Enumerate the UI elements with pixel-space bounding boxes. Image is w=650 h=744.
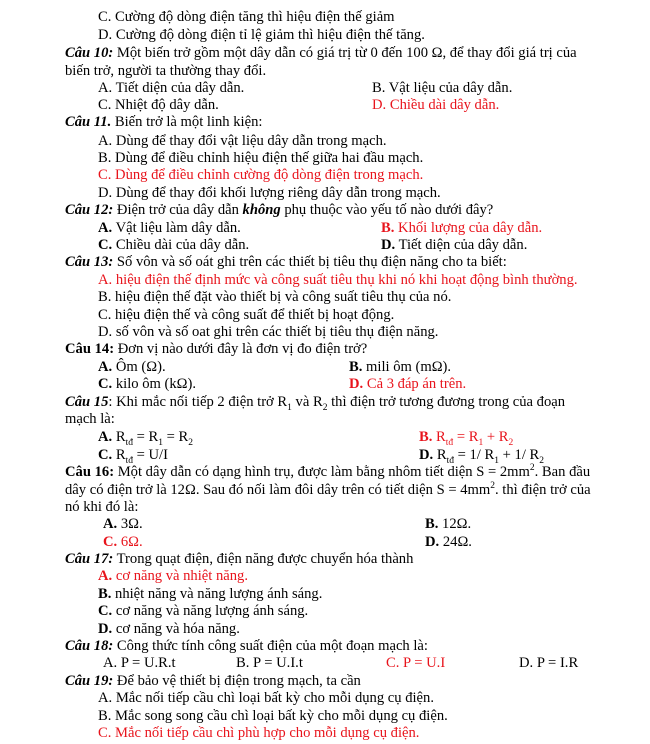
option-15c: C. $R_{tđ} = U/I$ [98,446,168,466]
answer-10d-prev: D. Cường độ dòng điện tỉ lệ giảm thì hiệu điện thế tăng. [98,27,425,44]
option-19a: A. Mắc nối tiếp cầu chì loại bất kỳ cho mỗi dụng cụ điện. [98,690,434,707]
option-10b: B. Vật liệu của dây dẫn. [372,79,513,96]
option-14d-correct: D. Cả 3 đáp án trên. [349,376,467,393]
question-10: Câu 10: Một biến trở gồm một dây dẫn có giá trị từ 0 đến 100 Ω, để thay đổi giá trị của [65,44,577,61]
option-18a: A. P = U.R.t [103,655,176,672]
option-15b-correct: B. $R_{tđ} = R_1 + R_2$ [419,429,514,449]
option-14b: B. mili ôm (mΩ). [349,358,452,375]
option-16d: D. 24Ω. [425,533,472,550]
question-10-cont: biến trở, người ta thường thay đổi. [65,63,267,80]
option-11c-correct: C. Dùng để điều chỉnh cường độ dòng điện trong mạch. [98,167,424,184]
option-13a-correct: A. hiệu điện thế định mức và công suất tiêu thụ khi nó khi hoạt động bình thường. [98,271,578,288]
option-12c: C. Chiều dài của dây dẫn. [98,237,250,254]
option-13b: B. hiệu điện thế đặt vào thiết bị và công suất tiêu thụ của nó. [98,289,452,306]
option-17a-correct: A. cơ năng và nhiệt năng. [98,568,248,585]
question-17: Câu 17: Trong quạt điện, điện năng được chuyển hóa thành [65,551,414,568]
question-15: Câu 15: Khi mắc nối tiếp 2 điện trở $R_1$ và $R_2$ thì điện trở tương đương trong của đoạn [65,393,566,413]
option-17d: D. cơ năng và hóa năng. [98,620,240,637]
question-18: Câu 18: Công thức tính công suất điện của một đoạn mạch là: [65,638,428,655]
option-16a: A. 3Ω. [103,516,143,533]
question-19: Câu 19: Để bảo vệ thiết bị điện trong mạch, ta cần [65,672,361,689]
question-13: Câu 13: Số vôn và số oát ghi trên các thiết bị tiêu thụ điện năng cho ta biết: [65,254,507,271]
question-14: Câu 14: Đơn vị nào dưới đây là đơn vị đo điện trở? [65,341,368,358]
question-16: Câu 16: Một dây dẫn có dạng hình trụ, được làm bằng nhôm tiết diện $S = 2mm^2$. Ban đầu [65,463,591,481]
question-16-cont: dây có điện trở là 12Ω. Sau đó nối làm đôi dây trên có tiết diện $S = 4mm^2$. thì điện trở của [65,480,591,498]
option-18d: D. P = I.R [519,655,579,672]
option-15a: A. $R_{tđ} = R_1 = R_2$ [98,429,194,449]
question-11: Câu 11. Biến trở là một linh kiện: [65,114,263,131]
question-12: Câu 12: Điện trở của dây dẫn không phụ thuộc vào yếu tố nào dưới đây? [65,202,494,219]
option-10c: C. Nhiệt độ dây dẫn. [98,96,219,113]
option-18c-correct: C. P = U.I [386,655,446,672]
option-11b: B. Dùng để điều chỉnh hiệu điện thế giữa hai đầu mạch. [98,150,424,167]
answer-10c-prev: C. Cường độ dòng điện tăng thì hiệu điện thế giảm [98,9,395,25]
option-10a: A. Tiết diện của dây dẫn. [98,79,245,96]
question-16-cont2: nó khi đó là: [65,498,139,515]
option-15d: D. $R_{tđ} = 1/$ $R_1 + 1/$ $R_2$ [419,446,545,466]
question-15-cont: mạch là: [65,410,115,427]
option-12d: D. Tiết diện của dây dẫn. [381,237,528,254]
option-16c-correct: C. 6Ω. [103,533,143,550]
option-13c: C. hiệu điện thế và công suất để thiết bị hoạt động. [98,306,395,323]
option-18b: B. P = U.I.t [236,655,303,672]
option-12a: A. Vật liệu làm dây dẫn. [98,219,241,236]
option-13d: D. số vôn và số oat ghi trên các thiết bị tiêu thụ điện năng. [98,324,439,340]
option-11a: A. Dùng để thay đổi vật liệu dây dẫn trong mạch. [98,132,387,149]
option-19b: B. Mắc song song cầu chì loại bất kỳ cho mỗi dụng cụ điện. [98,707,448,724]
option-17c: C. cơ năng và năng lượng ánh sáng. [98,603,309,620]
option-14a: A. Ôm (Ω). [98,358,166,375]
option-10d-correct: D. Chiều dài dây dẫn. [372,96,500,113]
option-17b: B. nhiệt năng và năng lượng ánh sáng. [98,585,323,602]
option-11d: D. Dùng để thay đổi khối lượng riêng dây dẫn trong mạch. [98,184,441,201]
option-12b-correct: B. Khối lượng của dây dẫn. [381,219,543,236]
option-16b: B. 12Ω. [425,516,472,533]
option-19c-correct: C. Mắc nối tiếp cầu chì phù hợp cho mỗi dụng cụ điện. [98,725,420,741]
option-14c: C. kilo ôm (kΩ). [98,376,197,393]
